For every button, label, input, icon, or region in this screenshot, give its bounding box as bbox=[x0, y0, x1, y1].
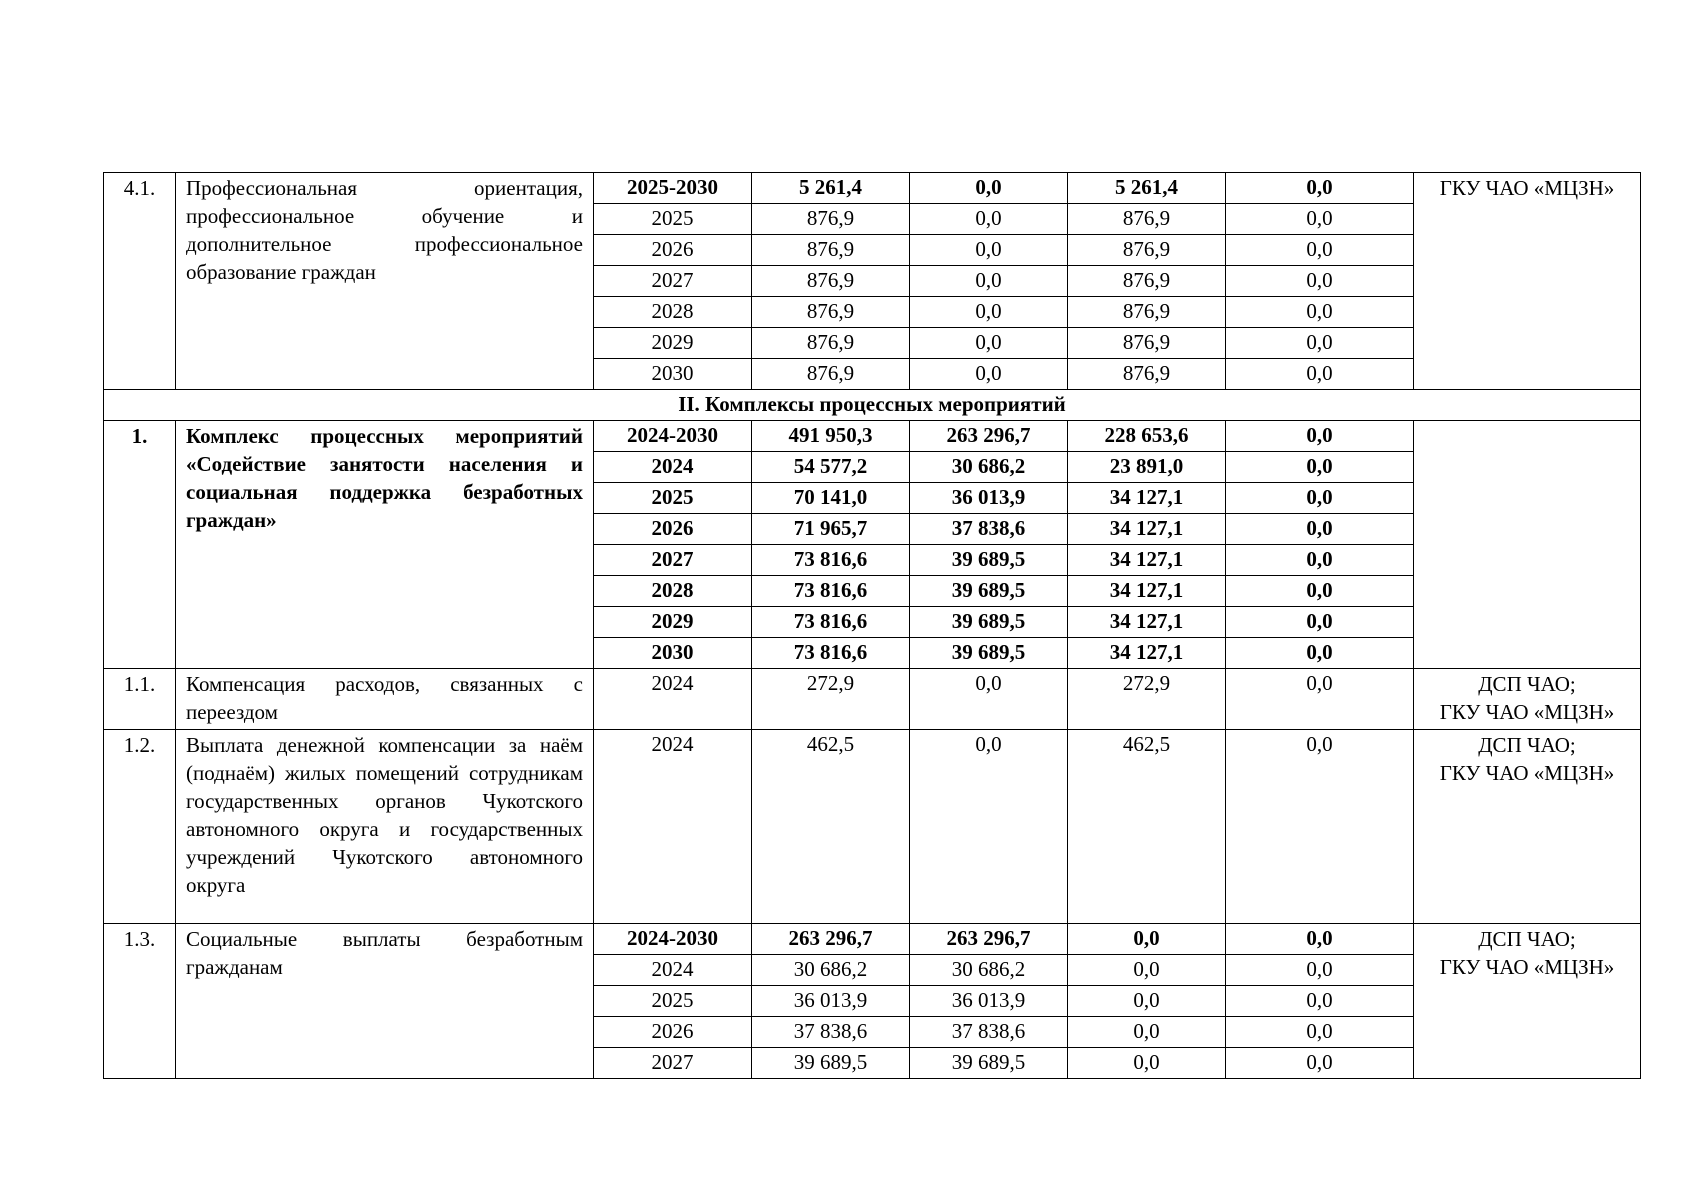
cell-other: 0,0 bbox=[1226, 514, 1414, 545]
cell-fed: 0,0 bbox=[910, 173, 1068, 204]
cell-reg: 34 127,1 bbox=[1068, 576, 1226, 607]
item-number: 4.1. bbox=[104, 173, 176, 390]
budget-table bbox=[103, 172, 1641, 1079]
cell-reg: 876,9 bbox=[1068, 359, 1226, 390]
item-name: Профессиональная ориентация, профессиональное обучение и дополнительное профессиональное образование граждан bbox=[176, 173, 594, 390]
cell-reg: 876,9 bbox=[1068, 297, 1226, 328]
cell-reg: 228 653,6 bbox=[1068, 421, 1226, 452]
item-name: Компенсация расходов, связанных с переездом bbox=[176, 669, 594, 730]
cell-period: 2029 bbox=[594, 328, 752, 359]
cell-fed: 0,0 bbox=[910, 235, 1068, 266]
cell-total: 37 838,6 bbox=[752, 1017, 910, 1048]
cell-total: 39 689,5 bbox=[752, 1048, 910, 1079]
cell-reg: 34 127,1 bbox=[1068, 483, 1226, 514]
cell-reg: 0,0 bbox=[1068, 1017, 1226, 1048]
cell-fed: 0,0 bbox=[910, 669, 1068, 730]
table-row bbox=[104, 173, 1641, 204]
cell-total: 263 296,7 bbox=[752, 924, 910, 955]
cell-fed: 0,0 bbox=[910, 730, 1068, 924]
cell-period: 2028 bbox=[594, 297, 752, 328]
cell-total: 73 816,6 bbox=[752, 545, 910, 576]
cell-total: 73 816,6 bbox=[752, 638, 910, 669]
cell-total: 491 950,3 bbox=[752, 421, 910, 452]
cell-reg: 23 891,0 bbox=[1068, 452, 1226, 483]
cell-total: 5 261,4 bbox=[752, 173, 910, 204]
cell-fed: 30 686,2 bbox=[910, 955, 1068, 986]
item-number: 1.2. bbox=[104, 730, 176, 924]
cell-reg: 272,9 bbox=[1068, 669, 1226, 730]
cell-fed: 263 296,7 bbox=[910, 924, 1068, 955]
executor: ДСП ЧАО; ГКУ ЧАО «МЦЗН» bbox=[1414, 669, 1641, 730]
cell-period: 2027 bbox=[594, 1048, 752, 1079]
cell-other: 0,0 bbox=[1226, 924, 1414, 955]
cell-other: 0,0 bbox=[1226, 359, 1414, 390]
cell-fed: 0,0 bbox=[910, 359, 1068, 390]
cell-fed: 39 689,5 bbox=[910, 638, 1068, 669]
cell-period: 2024 bbox=[594, 452, 752, 483]
cell-total: 73 816,6 bbox=[752, 607, 910, 638]
cell-fed: 30 686,2 bbox=[910, 452, 1068, 483]
cell-fed: 37 838,6 bbox=[910, 514, 1068, 545]
executor: ГКУ ЧАО «МЦЗН» bbox=[1414, 173, 1641, 390]
section-heading: II. Комплексы процессных мероприятий bbox=[104, 390, 1641, 421]
cell-other: 0,0 bbox=[1226, 452, 1414, 483]
item-number: 1.1. bbox=[104, 669, 176, 730]
item-name: Социальные выплаты безработным гражданам bbox=[176, 924, 594, 1079]
cell-other: 0,0 bbox=[1226, 730, 1414, 924]
cell-other: 0,0 bbox=[1226, 1048, 1414, 1079]
cell-reg: 876,9 bbox=[1068, 266, 1226, 297]
table-row bbox=[104, 669, 1641, 730]
cell-period: 2027 bbox=[594, 545, 752, 576]
cell-other: 0,0 bbox=[1226, 576, 1414, 607]
cell-period: 2024 bbox=[594, 955, 752, 986]
item-number: 1.3. bbox=[104, 924, 176, 1079]
table-row bbox=[104, 730, 1641, 924]
cell-other: 0,0 bbox=[1226, 328, 1414, 359]
cell-total: 30 686,2 bbox=[752, 955, 910, 986]
executor: ДСП ЧАО; ГКУ ЧАО «МЦЗН» bbox=[1414, 924, 1641, 1079]
cell-period: 2025 bbox=[594, 204, 752, 235]
cell-fed: 36 013,9 bbox=[910, 483, 1068, 514]
item-name: Комплекс процессных мероприятий «Содействие занятости населения и социальная поддержка безработных граждан» bbox=[176, 421, 594, 669]
cell-total: 70 141,0 bbox=[752, 483, 910, 514]
cell-other: 0,0 bbox=[1226, 638, 1414, 669]
cell-total: 876,9 bbox=[752, 359, 910, 390]
cell-total: 54 577,2 bbox=[752, 452, 910, 483]
cell-reg: 0,0 bbox=[1068, 986, 1226, 1017]
cell-other: 0,0 bbox=[1226, 955, 1414, 986]
executor: ДСП ЧАО; ГКУ ЧАО «МЦЗН» bbox=[1414, 730, 1641, 924]
cell-period: 2026 bbox=[594, 235, 752, 266]
cell-period: 2029 bbox=[594, 607, 752, 638]
cell-period: 2026 bbox=[594, 1017, 752, 1048]
executor bbox=[1414, 421, 1641, 669]
cell-period: 2030 bbox=[594, 638, 752, 669]
cell-reg: 34 127,1 bbox=[1068, 514, 1226, 545]
cell-other: 0,0 bbox=[1226, 545, 1414, 576]
cell-other: 0,0 bbox=[1226, 297, 1414, 328]
cell-reg: 34 127,1 bbox=[1068, 545, 1226, 576]
cell-period: 2025-2030 bbox=[594, 173, 752, 204]
cell-fed: 36 013,9 bbox=[910, 986, 1068, 1017]
cell-fed: 39 689,5 bbox=[910, 545, 1068, 576]
cell-total: 462,5 bbox=[752, 730, 910, 924]
cell-period: 2030 bbox=[594, 359, 752, 390]
cell-total: 876,9 bbox=[752, 297, 910, 328]
cell-other: 0,0 bbox=[1226, 421, 1414, 452]
cell-other: 0,0 bbox=[1226, 173, 1414, 204]
cell-reg: 0,0 bbox=[1068, 1048, 1226, 1079]
item-name: Выплата денежной компенсации за наём (поднаём) жилых помещений сотрудникам государственных органов Чукотского автономного округа и государственных учреждений Чукотского автономного округа bbox=[176, 730, 594, 924]
cell-reg: 34 127,1 bbox=[1068, 638, 1226, 669]
cell-reg: 462,5 bbox=[1068, 730, 1226, 924]
cell-other: 0,0 bbox=[1226, 1017, 1414, 1048]
cell-other: 0,0 bbox=[1226, 204, 1414, 235]
table-row bbox=[104, 421, 1641, 452]
cell-total: 36 013,9 bbox=[752, 986, 910, 1017]
cell-period: 2024 bbox=[594, 669, 752, 730]
cell-fed: 0,0 bbox=[910, 297, 1068, 328]
cell-total: 73 816,6 bbox=[752, 576, 910, 607]
table-body bbox=[104, 173, 1641, 1079]
cell-total: 876,9 bbox=[752, 266, 910, 297]
cell-reg: 0,0 bbox=[1068, 924, 1226, 955]
cell-fed: 39 689,5 bbox=[910, 607, 1068, 638]
cell-total: 876,9 bbox=[752, 235, 910, 266]
cell-fed: 0,0 bbox=[910, 204, 1068, 235]
table-row bbox=[104, 924, 1641, 955]
cell-fed: 263 296,7 bbox=[910, 421, 1068, 452]
cell-reg: 876,9 bbox=[1068, 235, 1226, 266]
cell-reg: 876,9 bbox=[1068, 204, 1226, 235]
cell-period: 2025 bbox=[594, 986, 752, 1017]
cell-total: 272,9 bbox=[752, 669, 910, 730]
cell-period: 2024-2030 bbox=[594, 924, 752, 955]
cell-fed: 39 689,5 bbox=[910, 1048, 1068, 1079]
cell-fed: 39 689,5 bbox=[910, 576, 1068, 607]
cell-other: 0,0 bbox=[1226, 483, 1414, 514]
cell-total: 876,9 bbox=[752, 328, 910, 359]
cell-total: 876,9 bbox=[752, 204, 910, 235]
cell-other: 0,0 bbox=[1226, 266, 1414, 297]
cell-period: 2027 bbox=[594, 266, 752, 297]
cell-period: 2024 bbox=[594, 730, 752, 924]
cell-other: 0,0 bbox=[1226, 669, 1414, 730]
cell-other: 0,0 bbox=[1226, 235, 1414, 266]
cell-reg: 34 127,1 bbox=[1068, 607, 1226, 638]
cell-reg: 5 261,4 bbox=[1068, 173, 1226, 204]
cell-period: 2024-2030 bbox=[594, 421, 752, 452]
cell-fed: 0,0 bbox=[910, 328, 1068, 359]
cell-total: 71 965,7 bbox=[752, 514, 910, 545]
cell-reg: 0,0 bbox=[1068, 955, 1226, 986]
cell-period: 2026 bbox=[594, 514, 752, 545]
item-number: 1. bbox=[104, 421, 176, 669]
cell-other: 0,0 bbox=[1226, 986, 1414, 1017]
cell-period: 2025 bbox=[594, 483, 752, 514]
cell-fed: 0,0 bbox=[910, 266, 1068, 297]
section-heading-row bbox=[104, 390, 1641, 421]
cell-reg: 876,9 bbox=[1068, 328, 1226, 359]
cell-period: 2028 bbox=[594, 576, 752, 607]
cell-fed: 37 838,6 bbox=[910, 1017, 1068, 1048]
cell-other: 0,0 bbox=[1226, 607, 1414, 638]
